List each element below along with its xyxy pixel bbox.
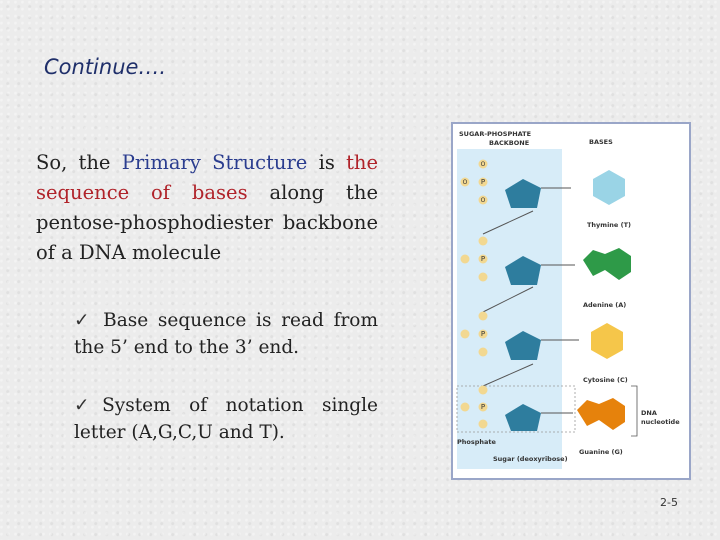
guanine-base [599, 398, 625, 430]
intro-text: So, the [36, 151, 122, 174]
nucleotide-bracket [631, 386, 637, 436]
bullet-text: System of notation single letter (A,G,C,U and T). [74, 395, 378, 443]
bullet-item [74, 392, 378, 446]
svg-text:P: P [480, 178, 486, 186]
dna-structure-figure [451, 122, 691, 480]
intro-text: is [307, 151, 347, 174]
checkmark-icon: ✓ [74, 395, 103, 416]
page-number: 2-5 [660, 496, 678, 509]
primary-structure-term: Primary Structure [121, 151, 308, 174]
dna-nucleotide-label: DNA [641, 409, 657, 417]
base-label: Cytosine (C) [583, 376, 628, 384]
svg-text:P: P [480, 330, 486, 338]
backbone-header: SUGAR-PHOSPHATE [459, 130, 532, 138]
adenine-base [605, 248, 631, 280]
dna-nucleotide-label: nucleotide [641, 418, 680, 426]
bullet-text: Base sequence is read from the 5’ end to the 3’ end. [74, 310, 378, 358]
svg-text:P: P [480, 255, 486, 263]
phosphate-label: Phosphate [457, 438, 496, 446]
bullet-item [74, 307, 378, 361]
checkmark-icon: ✓ [74, 310, 94, 331]
sequence-of-bases-term: the sequence of bases [36, 151, 378, 204]
intro-paragraph [36, 148, 378, 268]
svg-text:O: O [462, 179, 468, 186]
adenine-base [583, 250, 605, 276]
svg-text:P: P [480, 403, 486, 411]
base-label: Thymine (T) [587, 221, 631, 229]
svg-text:O: O [480, 197, 486, 204]
dna-diagram [453, 124, 689, 478]
bases-header: BASES [589, 138, 613, 146]
thymine-base [593, 170, 625, 205]
base-label: Guanine (G) [579, 448, 623, 456]
intro-text: along the pentose-phosphodiester backbone of a DNA molecule [36, 181, 378, 264]
slide-title: Continue…. [44, 55, 167, 79]
backbone-header: BACKBONE [489, 139, 530, 147]
svg-text:O: O [480, 161, 486, 168]
sugar-label: Sugar (deoxyribose) [493, 455, 568, 463]
cytosine-base [591, 323, 623, 359]
base-label: Adenine (A) [583, 301, 627, 309]
guanine-base [577, 400, 599, 426]
